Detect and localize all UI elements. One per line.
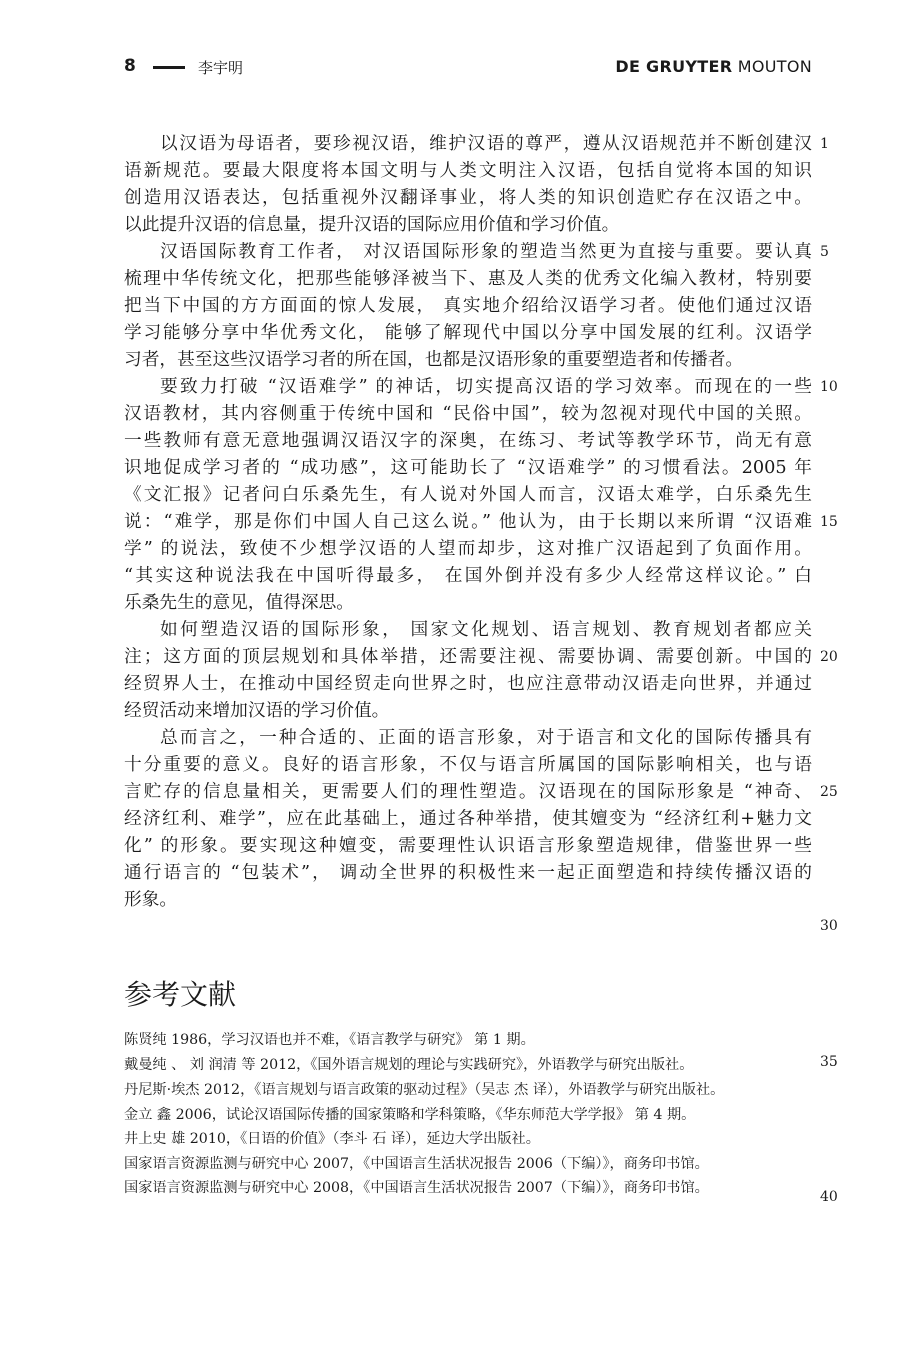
text-line: 经济红利、难学”，应在此基础上，通过各种举措，使其嬗变为 “经济红利+魅力文	[124, 809, 812, 829]
text-line: 《文汇报》记者问白乐桑先生，有人说对外国人而言，汉语太难学，白乐桑先生	[124, 485, 812, 505]
publisher-logo	[615, 57, 812, 76]
text-line: 以汉语为母语者，要珍视汉语，维护汉语的尊严，遵从汉语规范并不断创建汉	[160, 134, 812, 154]
publisher-name-rest: MOUTON	[732, 57, 812, 76]
text-line: 注；这方面的顶层规划和具体举措，还需要注视、需要协调、需要创新。中国的	[124, 647, 812, 667]
line-number: 1	[820, 136, 829, 152]
line-number: 20	[820, 649, 838, 665]
line-number: 40	[820, 1189, 838, 1205]
text-line: 习者，甚至这些汉语学习者的所在国，也都是汉语形象的重要塑造者和传播者。	[124, 350, 744, 370]
line-number: 10	[820, 379, 838, 395]
text-line: 梳理中华传统文化，把那些能够泽被当下、惠及人类的优秀文化编入教材，特别要	[124, 269, 812, 289]
line-number: 25	[820, 784, 838, 800]
reference-item: 陈贤纯 1986，学习汉语也并不难，《语言教学与研究》 第 1 期。	[124, 1032, 535, 1048]
text-line: 把当下中国的方方面面的惊人发展， 真实地介绍给汉语学习者。使他们通过汉语	[124, 296, 812, 316]
text-line: 如何塑造汉语的国际形象， 国家文化规划、语言规划、教育规划者都应关	[160, 620, 812, 640]
text-line: 学习能够分享中华优秀文化， 能够了解现代中国以分享中国发展的红利。汉语学	[124, 323, 812, 343]
line-number: 15	[820, 514, 838, 530]
text-line: 说：“难学，那是你们中国人自己这么说。” 他认为，由于长期以来所谓 “汉语难	[124, 512, 812, 532]
reference-item: 丹尼斯·埃杰 2012，《语言规划与语言政策的驱动过程》（吴志 杰 译），外语教学与研究出版社。	[124, 1082, 725, 1098]
text-line: 经贸界人士，在推动中国经贸走向世界之时，也应注意带动汉语走向世界，并通过	[124, 674, 812, 694]
text-line: 学” 的说法，致使不少想学汉语的人望而却步，这对推广汉语起到了负面作用。	[124, 539, 812, 559]
reference-item: 戴曼纯 、 刘 润清 等 2012，《国外语言规划的理论与实践研究》，外语教学与研究出版社。	[124, 1057, 694, 1073]
reference-item: 井上史 雄 2010，《日语的价值》（李斗 石 译），延边大学出版社。	[124, 1131, 540, 1147]
reference-item: 金立 鑫 2006，试论汉语国际传播的国家策略和学科策略，《华东师范大学学报》 第 4 期。	[124, 1107, 696, 1123]
text-line: 经贸活动来增加汉语的学习价值。	[124, 701, 390, 721]
text-line: 汉语国际教育工作者， 对汉语国际形象的塑造当然更为直接与重要。要认真	[160, 242, 812, 262]
text-line: 形象。	[124, 890, 178, 910]
reference-item: 国家语言资源监测与研究中心 2008，《中国语言生活状况报告 2007（下编）》，商务印书馆。	[124, 1180, 709, 1196]
line-number: 5	[820, 244, 829, 260]
line-number: 30	[820, 918, 838, 934]
reference-item: 国家语言资源监测与研究中心 2007，《中国语言生活状况报告 2006（下编）》，商务印书馆。	[124, 1156, 709, 1172]
running-author: 李宇明	[198, 59, 244, 77]
text-line: 言贮存的信息量相关，更需要人们的理性塑造。汉语现在的国际形象是 “神奇、	[124, 782, 812, 802]
text-line: 创造用汉语表达，包括重视外汉翻译事业，将人类的知识创造贮存在汉语之中。	[124, 188, 812, 208]
text-line: 汉语教材，其内容侧重于传统中国和 “民俗中国”，较为忽视对现代中国的关照。	[124, 404, 812, 424]
running-header	[124, 56, 812, 80]
text-line: 一些教师有意无意地强调汉语汉字的深奥，在练习、考试等教学环节，尚无有意	[124, 431, 812, 451]
text-line: 识地促成学习者的 “成功感”，这可能助长了 “汉语难学” 的习惯看法。2005 年	[124, 458, 812, 478]
text-line: 语新规范。要最大限度将本国文明与人类文明注入汉语，包括自觉将本国的知识	[124, 161, 812, 181]
page-number: 8	[124, 56, 136, 76]
text-line: 以此提升汉语的信息量，提升汉语的国际应用价值和学习价值。	[124, 215, 620, 235]
publisher-name-bold: DE GRUYTER	[615, 57, 733, 76]
text-line: 要致力打破 “汉语难学” 的神话，切实提高汉语的学习效率。而现在的一些	[160, 377, 812, 397]
text-line: 化” 的形象。要实现这种嬗变，需要理性认识语言形象塑造规律，借鉴世界一些	[124, 836, 812, 856]
header-rule	[153, 66, 185, 69]
text-line: 乐桑先生的意见，值得深思。	[124, 593, 354, 613]
text-line: 总而言之，一种合适的、正面的语言形象，对于语言和文化的国际传播具有	[160, 728, 812, 748]
references-heading: 参考文献	[124, 978, 237, 1011]
line-number: 35	[820, 1054, 838, 1070]
text-line: “其实这种说法我在中国听得最多， 在国外倒并没有多少人经常这样议论。” 白	[124, 566, 812, 586]
text-line: 通行语言的 “包装术”， 调动全世界的积极性来一起正面塑造和持续传播汉语的	[124, 863, 812, 883]
text-line: 十分重要的意义。良好的语言形象，不仅与语言所属国的国际影响相关，也与语	[124, 755, 812, 775]
